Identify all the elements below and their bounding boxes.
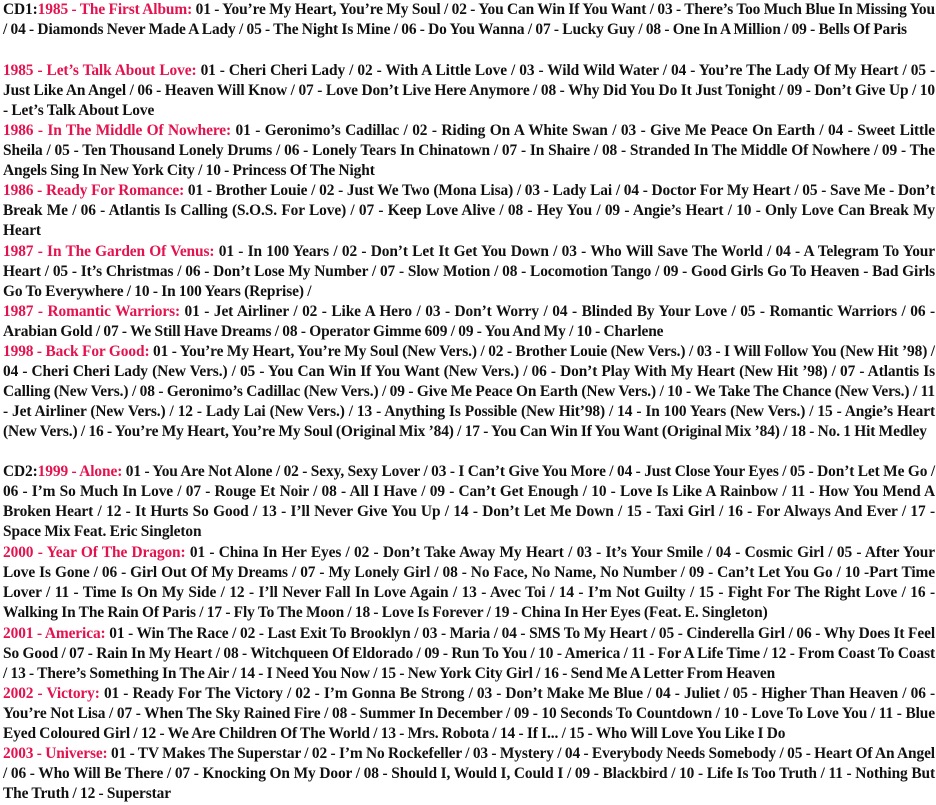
track-list: 01 - In 100 Years / 02 - Don’t Let It Get You Down / 03 - Who Will Save The World / 04 - A Telegram To Your Heart / 05 - It’s Christmas / 06 - Don’t Lose My Number / 07 - Slow Motion / 08 - Locomotion Tango / 09 - Good Girls Go To Heaven - Bad Girls Go To Everywhere / 10 - In 100 Years (Reprise) /	[3, 243, 935, 301]
track-list: 01 - Ready For The Victory / 02 - I’m Gonna Be Strong / 03 - Don’t Make Me Blue / 04 - Juliet / 05 - Higher Than Heaven / 06 - You’re Not Lisa / 07 - When The Sky Rained Fire / 08 - Summer In December / 09 - 10 Seconds To Countdown / 10 - Love To Love You / 11 - Blue Eyed Coloured Girl / 12 - We Are Children Of The World / 13 - Mrs. Robota / 14 - If I... / 15 - Who Will Love You Like I Do	[3, 685, 935, 743]
album-heading: 1987 - In The Garden Of Venus:	[3, 243, 215, 260]
album-heading: 2000 - Year Of The Dragon:	[3, 544, 186, 561]
disc-label: CD1:	[3, 1, 38, 18]
album-entry-1987-garden-of-venus	[3, 242, 935, 302]
track-list: 01 - You Are Not Alone / 02 - Sexy, Sexy Lover / 03 - I Can’t Give You More / 04 - Just Close Your Eyes / 05 - Don’t Let Me Go / 06 - I’m So Much In Love / 07 - Rouge Et Noir / 08 - All I Have / 09 - Can’t Get Enough / 10 - Love Is Like A Rainbow / 11 - How You Mend A Broken Heart / 12 - It Hurts So Good / 13 - I’ll Never Give You Up / 14 - Don’t Let Me Down / 15 - Taxi Girl / 16 - For Always And Ever / 17 - Space Mix Feat. Eric Singleton	[3, 463, 935, 541]
album-entry-2002-victory	[3, 684, 935, 744]
album-entry-1985-first-album	[3, 0, 935, 40]
track-list: 01 - Cheri Cheri Lady / 02 - With A Little Love / 03 - Wild Wild Water / 04 - You’re The Lady Of My Heart / 05 - Just Like An Angel / 06 - Heaven Will Know / 07 - Love Don’t Live Here Anymore / 08 - Why Did You Do It Just Tonight / 09 - Don’t Give Up / 10 - Let’s Talk About Love	[3, 62, 936, 120]
track-list: 01 - TV Makes The Superstar / 02 - I’m No Rockefeller / 03 - Mystery / 04 - Everybody Needs Somebody / 05 - Heart Of An Angel / 06 - Who Will Be There / 07 - Knocking On My Door / 08 - Should I, Would I, Could I / 09 - Blackbird / 10 - Life Is Too Truth / 11 - Nothing But The Truth / 12 - Superstar	[3, 745, 935, 803]
album-heading: 1986 - Ready For Romance:	[3, 182, 185, 199]
album-entry-1985-lets-talk-about-love	[3, 61, 935, 121]
album-heading: 1999 - Alone:	[37, 463, 123, 480]
album-entry-1998-back-for-good	[3, 342, 935, 442]
track-list: 01 - Jet Airliner / 02 - Like A Hero / 03 - Don’t Worry / 04 - Blinded By Your Love / 05 - Romantic Warriors / 06 - Arabian Gold / 07 - We Still Have Dreams / 08 - Operator Gimme 609 / 09 - You And My / 10 - Charlene	[3, 303, 935, 341]
album-entry-1986-middle-of-nowhere	[3, 121, 935, 181]
track-list: 01 - You’re My Heart, You’re My Soul / 02 - You Can Win If You Want / 03 - There’s Too Much Blue In Missing You / 04 - Diamonds Never Made A Lady / 05 - The Night Is Mine / 06 - Do You Wanna / 07 - Lucky Guy / 08 - One In A Million / 09 - Bells Of Paris	[3, 1, 935, 39]
album-heading: 1987 - Romantic Warriors:	[3, 303, 180, 320]
disc-label: CD2:	[3, 463, 38, 480]
album-entry-2000-year-of-the-dragon	[3, 543, 935, 623]
album-entry-1986-ready-for-romance	[3, 181, 935, 241]
album-heading: 2002 - Victory:	[3, 685, 100, 702]
track-list: 01 - Win The Race / 02 - Last Exit To Brooklyn / 03 - Maria / 04 - SMS To My Heart / 05 - Cinderella Girl / 06 - Why Does It Feel So Good / 07 - Rain In My Heart / 08 - Witchqueen Of Eldorado / 09 - Run To You / 10 - America / 11 - For A Life Time / 12 - From Coast To Coast / 13 - There’s Something In The Air / 14 - I Need You Now / 15 - New York City Girl / 16 - Send Me A Letter From Heaven	[3, 625, 935, 683]
album-entry-2001-america	[3, 624, 935, 684]
track-list: 01 - China In Her Eyes / 02 - Don’t Take Away My Heart / 03 - It’s Your Smile / 04 - Cosmic Girl / 05 - After Your Love Is Gone / 06 - Girl Out Of My Dreams / 07 - My Lonely Girl / 08 - No Face, No Name, No Number / 09 - Can’t Let You Go / 10 -Part Time Lover / 11 - Time Is On My Side / 12 - I’ll Never Fall In Love Again / 13 - Avec Toi / 14 - I’m Not Guilty / 15 - Fight For The Right Love / 16 - Walking In The Rain Of Paris / 17 - Fly To The Moon / 18 - Love Is Forever / 19 - China In Her Eyes (Feat. E. Singleton)	[3, 544, 935, 622]
track-list: 01 - You’re My Heart, You’re My Soul (New Vers.) / 02 - Brother Louie (New Vers.) / 03 - I Will Follow You (New Hit ’98) / 04 - Cheri Cheri Lady (New Vers.) / 05 - You Can Win If You Want (New Vers.) / 06 - Don’t Play With My Heart (New Hit ’98) / 07 - Atlantis Is Calling (New Vers.) / 08 - Geronimo’s Cadillac (New Vers.) / 09 - Give Me Peace On Earth (New Vers.) / 10 - We Take The Chance (New Vers.) / 11 - Jet Airliner (New Vers.) / 12 - Lady Lai (New Vers.) / 13 - Anything Is Possible (New Hit’98) / 14 - In 100 Years (New Vers.) / 15 - Angie’s Heart (New Vers.) / 16 - You’re My Heart, You’re My Soul (Original Mix ’84) / 17 - You Can Win If You Want (Original Mix ’84) / 18 - No. 1 Hit Medley	[3, 343, 935, 441]
album-heading: 1985 - The First Album:	[37, 1, 193, 18]
track-list: 01 - Brother Louie / 02 - Just We Two (Mona Lisa) / 03 - Lady Lai / 04 - Doctor For My Heart / 05 - Save Me - Don’t Break Me / 06 - Atlantis Is Calling (S.O.S. For Love) / 07 - Keep Love Alive / 08 - Hey You / 09 - Angie’s Heart / 10 - Only Love Can Break My Heart	[3, 182, 935, 240]
album-entry-1987-romantic-warriors	[3, 302, 935, 342]
album-heading: 2003 - Universe:	[3, 745, 108, 762]
album-heading: 1998 - Back For Good:	[3, 343, 150, 360]
album-heading: 2001 - America:	[3, 625, 106, 642]
track-list: 01 - Geronimo’s Cadillac / 02 - Riding On A White Swan / 03 - Give Me Peace On Earth / 04 - Sweet Little Sheila / 05 - Ten Thousand Lonely Drums / 06 - Lonely Tears In Chinatown / 07 - In Shaire / 08 - Stranded In The Middle Of Nowhere / 09 - The Angels Sing In New York City / 10 - Princess Of The Night	[3, 122, 935, 180]
album-heading: 1986 - In The Middle Of Nowhere:	[3, 122, 232, 139]
album-entry-2003-universe	[3, 744, 935, 804]
album-heading: 1985 - Let’s Talk About Love:	[3, 62, 197, 79]
album-entry-1999-alone	[3, 462, 935, 542]
